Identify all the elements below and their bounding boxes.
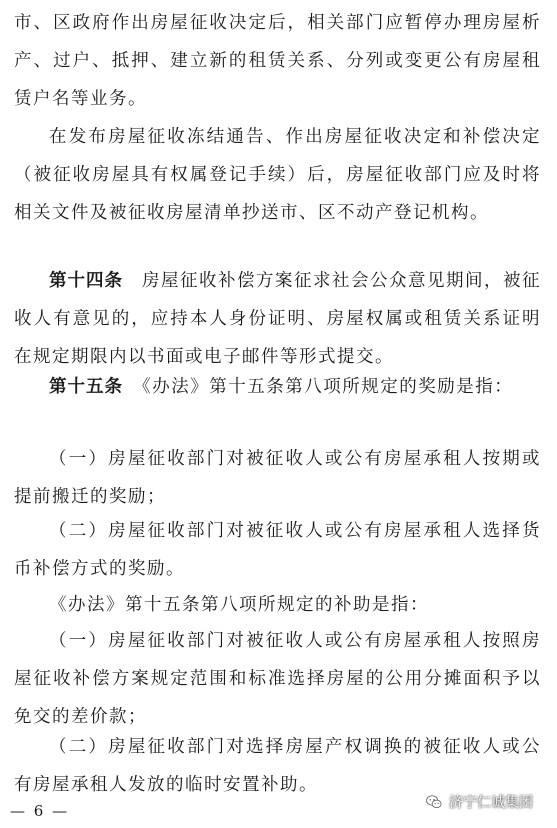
reward-item-1: （一）房屋征收部门对被征收人或公有房屋承租人按期或提前搬迁的奖励； — [14, 449, 541, 507]
article-14-heading: 第十四条 — [49, 271, 123, 291]
watermark-text: 济宁仁诚集团 — [449, 795, 533, 811]
article-15-heading: 第十五条 — [49, 377, 123, 397]
reward-item-2: （二）房屋征收部门对被征收人或公有房屋承租人选择货币补偿方式的奖励。 — [14, 521, 541, 579]
article-15-body: 《办法》第十五条第八项所规定的奖励是指： — [123, 377, 514, 397]
subsidy-item-2: （二）房屋征收部门对选择房屋产权调换的被征收人或公有房屋承租人发放的临时安置补助。 — [14, 737, 541, 795]
paragraph-2: 在发布房屋征收冻结通告、作出房屋征收决定和补偿决定（被征收房屋具有权属登记手续）后，房屋征收部门应及时将相关文件及被征收房屋清单抄送市、区不动产登记机构。 — [14, 127, 541, 223]
article-14-body: 房屋征收补偿方案征求社会公众意见期间，被征收人有意见的，应持本人身份证明、房屋权属或租赁关系证明在规定期限内以书面或电子邮件等形式提交。 — [14, 271, 541, 367]
paragraph-1: 市、区政府作出房屋征收决定后，相关部门应暂停办理房屋析产、过户、抵押、建立新的租赁关系、分列或变更公有房屋租赁户名等业务。 — [14, 13, 541, 109]
page-number: — 6 — — [10, 802, 70, 820]
article-14 — [14, 262, 541, 376]
subsidy-item-1: （一）房屋征收部门对被征收人或公有房屋承租人按照房屋征收补偿方案规定范围和标准选择房屋的公用分摊面积予以免交的差价款； — [14, 631, 541, 727]
subsidy-intro: 《办法》第十五条第八项所规定的补助是指： — [49, 595, 429, 615]
article-15 — [14, 368, 541, 406]
wechat-icon — [425, 793, 443, 811]
watermark — [425, 792, 533, 812]
